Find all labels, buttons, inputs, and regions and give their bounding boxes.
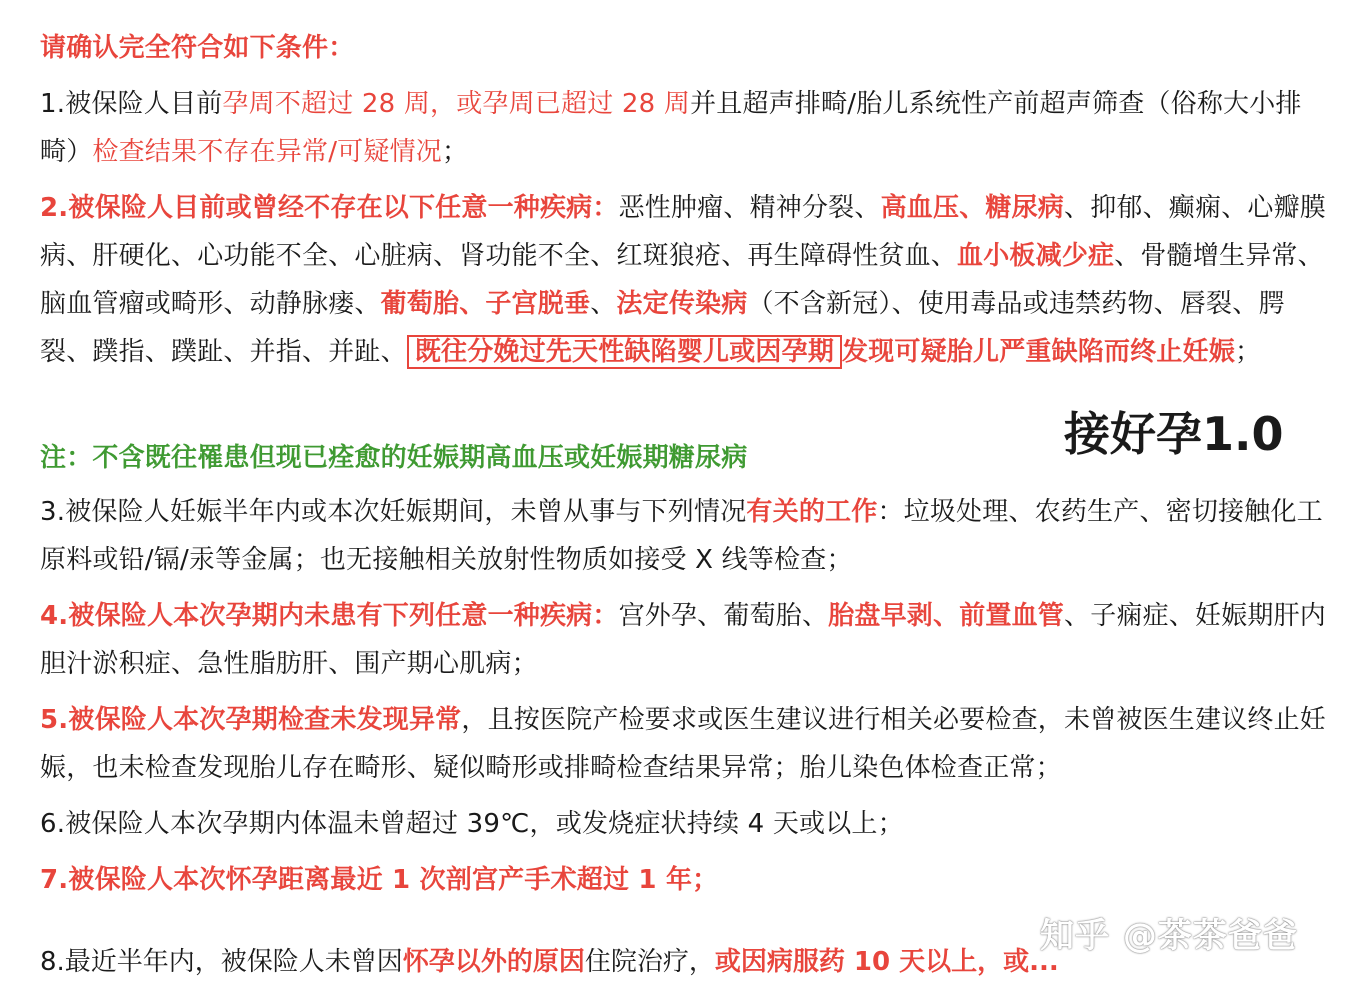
c2-text-h: 、 [590,289,617,319]
c4-text-b: 宫外孕、葡萄胎、 [618,601,829,631]
condition-1 [40,80,1330,176]
condition-3 [40,488,1330,584]
product-badge: 接好孕1.0 [1064,407,1284,461]
c3-text-c: ：垃圾处理、农药生产、密切接触化工原料或铅/镉/汞等金属；也无接触相关放射性物质如接受 X 线等检查； [40,497,1323,575]
note-line: 注：不含既往罹患但现已痊愈的妊娠期高血压或妊娠期糖尿病 [40,443,748,473]
condition-4 [40,592,1330,688]
c3-highlight-work: 有关的工作 [746,497,878,527]
c4-highlight-placenta: 胎盘早剥、前置血管 [828,601,1064,631]
c1-text-c: 并且超声排畸/胎儿系统性产前超声筛查（俗称大小排畸） [40,89,1302,167]
c8-text-c: 住院治疗， [584,947,715,977]
c2-highlight-thrombocytopenia: 血小板减少症 [957,241,1115,271]
c8-highlight-medication: 或因病服药 10 天以上，或... [714,947,1059,977]
condition-8 [40,938,1090,986]
zhihu-watermark: 知乎 @茶茶爸爸 [1040,916,1298,956]
c5-title: 5.被保险人本次孕期检查未发现异常 [40,705,462,735]
c2-text-m: ； [1235,337,1262,367]
condition-6: 6.被保险人本次孕期内体温未曾超过 39℃，或发烧症状持续 4 天或以上； [40,809,904,839]
c8-text-a: 8.最近半年内，被保险人未曾因 [40,947,403,977]
c1-text-e: ； [441,137,469,167]
conditions-heading: 请确认完全符合如下条件： [40,33,355,63]
condition-7: 7.被保险人本次怀孕距离最近 1 次剖宫产手术超过 1 年； [40,865,719,895]
c5-text-b: ，且按医院产检要求或医生建议进行相关必要检查，未曾被医生建议终止妊娠，也未检查发现胎儿存在畸形、疑似畸形或排畸检查结果异常；胎儿染色体检查正常； [40,705,1326,783]
c4-title: 4.被保险人本次孕期内未患有下列任意一种疾病： [40,601,619,631]
c1-highlight-result: 检查结果不存在异常/可疑情况 [92,137,442,167]
c2-text-f: 、骨髓增生异常、脑血管瘤或畸形、动静脉瘘、 [40,241,1324,319]
c1-highlight-weeks: 孕周不超过 28 周，或孕周已超过 28 周 [222,89,691,119]
c2-highlight-mole: 葡萄胎、子宫脱垂 [380,289,591,319]
c2-highlight-hypertension: 高血压、糖尿病 [880,193,1064,223]
c8-highlight-reason: 怀孕以外的原因 [402,947,585,977]
condition-5 [40,696,1330,792]
c3-text-a: 3.被保险人妊娠半年内或本次妊娠期间，未曾从事与下列情况 [40,497,747,527]
c2-text-j: （不含新冠）、使用毒品或违禁药物、唇裂、腭裂、蹼指、蹼趾、并指、并趾、 [40,289,1285,367]
c2-text-d: 、抑郁、癫痫、心瓣膜病、肝硬化、心功能不全、心脏病、肾功能不全、红斑狼疮、再生障碍性贫血、 [40,193,1327,271]
c2-text-b: 恶性肿瘤、精神分裂、 [618,193,881,223]
c2-boxed-highlight: 既往分娩过先天性缺陷婴儿或因孕期 [407,335,842,369]
c2-title: 2.被保险人目前或曾经不存在以下任意一种疾病： [40,193,619,223]
condition-2 [40,184,1330,376]
c2-highlight-termination: 发现可疑胎儿严重缺陷而终止妊娠 [842,337,1236,367]
c1-text-a: 1.被保险人目前 [40,89,223,119]
c4-text-d: 、子痫症、妊娠期肝内胆汁淤积症、急性脂肪肝、围产期心肌病； [40,601,1327,679]
c2-highlight-infectious: 法定传染病 [616,289,748,319]
